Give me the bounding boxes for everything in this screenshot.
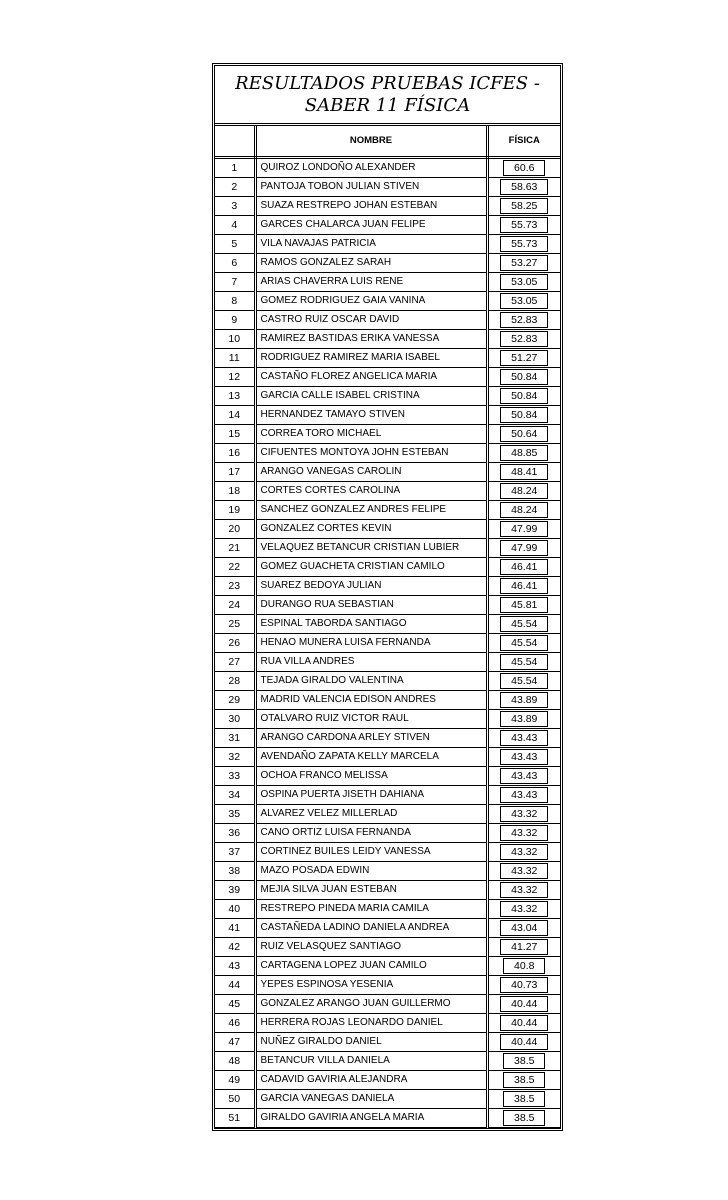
score-value: 50.84 <box>500 407 548 423</box>
table-row <box>215 937 560 956</box>
table-row <box>215 652 560 671</box>
score-value: 52.83 <box>500 312 548 328</box>
row-number: 28 <box>215 671 255 690</box>
table-row <box>215 519 560 538</box>
student-name: RUIZ VELASQUEZ SANTIAGO <box>255 937 487 956</box>
score-cell <box>487 576 560 595</box>
row-number: 11 <box>215 348 255 367</box>
student-name: OSPINA PUERTA JISETH DAHIANA <box>255 785 487 804</box>
row-number: 27 <box>215 652 255 671</box>
score-cell <box>487 481 560 500</box>
score-cell <box>487 291 560 310</box>
score-value: 43.32 <box>500 863 548 879</box>
row-number: 41 <box>215 918 255 937</box>
student-name: OCHOA FRANCO MELISSA <box>255 766 487 785</box>
score-cell <box>487 766 560 785</box>
student-name: HERRERA ROJAS LEONARDO DANIEL <box>255 1013 487 1032</box>
score-value: 38.5 <box>503 1091 545 1107</box>
score-value: 43.89 <box>500 692 548 708</box>
score-value: 43.32 <box>500 882 548 898</box>
table-row <box>215 1051 560 1070</box>
row-number: 45 <box>215 994 255 1013</box>
score-value: 53.27 <box>500 255 548 271</box>
student-name: CADAVID GAVIRIA ALEJANDRA <box>255 1070 487 1089</box>
table-row <box>215 956 560 975</box>
table-row <box>215 804 560 823</box>
table-row <box>215 633 560 652</box>
student-name: RODRIGUEZ RAMIREZ MARIA ISABEL <box>255 348 487 367</box>
sheet-title: RESULTADOS PRUEBAS ICFES - SABER 11 FÍSICA <box>215 66 560 126</box>
student-name: CORTES CORTES CAROLINA <box>255 481 487 500</box>
student-name: MAZO POSADA EDWIN <box>255 861 487 880</box>
score-value: 43.43 <box>500 749 548 765</box>
score-cell <box>487 500 560 519</box>
score-cell <box>487 405 560 424</box>
student-name: NUÑEZ GIRALDO DANIEL <box>255 1032 487 1051</box>
score-cell <box>487 367 560 386</box>
row-number: 48 <box>215 1051 255 1070</box>
student-name: AVENDAÑO ZAPATA KELLY MARCELA <box>255 747 487 766</box>
table-row <box>215 861 560 880</box>
table-row <box>215 500 560 519</box>
table-row <box>215 899 560 918</box>
table-row <box>215 785 560 804</box>
score-cell <box>487 177 560 196</box>
row-number: 22 <box>215 557 255 576</box>
score-value: 48.24 <box>500 483 548 499</box>
row-number: 31 <box>215 728 255 747</box>
row-number: 40 <box>215 899 255 918</box>
score-value: 46.41 <box>500 559 548 575</box>
table-row <box>215 462 560 481</box>
row-number: 8 <box>215 291 255 310</box>
row-number: 5 <box>215 234 255 253</box>
score-value: 47.99 <box>500 540 548 556</box>
table-row <box>215 329 560 348</box>
score-value: 53.05 <box>500 293 548 309</box>
table-row <box>215 975 560 994</box>
student-name: HENAO MUNERA LUISA FERNANDA <box>255 633 487 652</box>
row-number: 7 <box>215 272 255 291</box>
table-row <box>215 424 560 443</box>
score-cell <box>487 557 560 576</box>
student-name: VILA NAVAJAS PATRICIA <box>255 234 487 253</box>
score-value: 43.32 <box>500 825 548 841</box>
score-value: 48.85 <box>500 445 548 461</box>
student-name: CARTAGENA LOPEZ JUAN CAMILO <box>255 956 487 975</box>
student-name: CASTAÑO FLOREZ ANGELICA MARIA <box>255 367 487 386</box>
score-cell <box>487 1089 560 1108</box>
header-name: NOMBRE <box>255 126 487 157</box>
table-row <box>215 443 560 462</box>
score-value: 53.05 <box>500 274 548 290</box>
table-row <box>215 595 560 614</box>
table-row <box>215 1032 560 1051</box>
student-name: DURANGO RUA SEBASTIAN <box>255 595 487 614</box>
table-row <box>215 177 560 196</box>
table-row <box>215 481 560 500</box>
row-number: 16 <box>215 443 255 462</box>
score-cell <box>487 538 560 557</box>
student-name: GIRALDO GAVIRIA ANGELA MARIA <box>255 1108 487 1127</box>
score-cell <box>487 690 560 709</box>
score-value: 51.27 <box>500 350 548 366</box>
student-name: GARCIA CALLE ISABEL CRISTINA <box>255 386 487 405</box>
row-number: 39 <box>215 880 255 899</box>
score-value: 43.32 <box>500 844 548 860</box>
student-name: GONZALEZ CORTES KEVIN <box>255 519 487 538</box>
row-number: 50 <box>215 1089 255 1108</box>
score-value: 55.73 <box>500 217 548 233</box>
table-row <box>215 348 560 367</box>
table-row <box>215 157 560 177</box>
row-number: 26 <box>215 633 255 652</box>
table-row <box>215 196 560 215</box>
table-row <box>215 291 560 310</box>
student-name: RUA VILLA ANDRES <box>255 652 487 671</box>
score-cell <box>487 424 560 443</box>
student-name: GARCES CHALARCA JUAN FELIPE <box>255 215 487 234</box>
student-name: SUAZA RESTREPO JOHAN ESTEBAN <box>255 196 487 215</box>
score-cell <box>487 272 560 291</box>
score-value: 43.43 <box>500 787 548 803</box>
row-number: 9 <box>215 310 255 329</box>
row-number: 2 <box>215 177 255 196</box>
score-value: 40.44 <box>500 1034 548 1050</box>
row-number: 37 <box>215 842 255 861</box>
score-value: 43.32 <box>500 901 548 917</box>
score-cell <box>487 1013 560 1032</box>
score-cell <box>487 880 560 899</box>
row-number: 19 <box>215 500 255 519</box>
table-row <box>215 538 560 557</box>
score-cell <box>487 633 560 652</box>
header-value: FÍSICA <box>487 126 560 157</box>
score-cell <box>487 196 560 215</box>
score-cell <box>487 652 560 671</box>
row-number: 30 <box>215 709 255 728</box>
row-number: 44 <box>215 975 255 994</box>
score-cell <box>487 709 560 728</box>
score-value: 45.81 <box>500 597 548 613</box>
row-number: 6 <box>215 253 255 272</box>
score-cell <box>487 253 560 272</box>
student-name: YEPES ESPINOSA YESENIA <box>255 975 487 994</box>
score-cell <box>487 519 560 538</box>
score-value: 55.73 <box>500 236 548 252</box>
score-value: 48.24 <box>500 502 548 518</box>
score-value: 40.44 <box>500 1015 548 1031</box>
row-number: 46 <box>215 1013 255 1032</box>
table-row <box>215 576 560 595</box>
row-number: 3 <box>215 196 255 215</box>
score-value: 38.5 <box>503 1110 545 1126</box>
header-number <box>215 126 255 157</box>
score-cell <box>487 1108 560 1127</box>
student-name: QUIROZ LONDOÑO ALEXANDER <box>255 157 487 177</box>
score-value: 45.54 <box>500 635 548 651</box>
row-number: 4 <box>215 215 255 234</box>
score-value: 43.04 <box>500 920 548 936</box>
score-value: 58.63 <box>500 179 548 195</box>
score-cell <box>487 785 560 804</box>
row-number: 23 <box>215 576 255 595</box>
row-number: 35 <box>215 804 255 823</box>
row-number: 34 <box>215 785 255 804</box>
row-number: 13 <box>215 386 255 405</box>
table-row <box>215 842 560 861</box>
score-value: 40.73 <box>500 977 548 993</box>
score-value: 43.43 <box>500 730 548 746</box>
table-row <box>215 1089 560 1108</box>
student-name: CORTINEZ BUILES LEIDY VANESSA <box>255 842 487 861</box>
score-value: 43.89 <box>500 711 548 727</box>
student-name: SANCHEZ GONZALEZ ANDRES FELIPE <box>255 500 487 519</box>
student-name: SUAREZ BEDOYA JULIAN <box>255 576 487 595</box>
row-number: 10 <box>215 329 255 348</box>
row-number: 18 <box>215 481 255 500</box>
student-name: MEJIA SILVA JUAN ESTEBAN <box>255 880 487 899</box>
table-row <box>215 253 560 272</box>
table-row <box>215 671 560 690</box>
row-number: 43 <box>215 956 255 975</box>
score-cell <box>487 1051 560 1070</box>
row-number: 32 <box>215 747 255 766</box>
student-name: RAMOS GONZALEZ SARAH <box>255 253 487 272</box>
table-row <box>215 215 560 234</box>
score-cell <box>487 386 560 405</box>
score-cell <box>487 1032 560 1051</box>
results-sheet <box>212 63 563 1131</box>
table-row <box>215 405 560 424</box>
score-value: 47.99 <box>500 521 548 537</box>
student-name: PANTOJA TOBON JULIAN STIVEN <box>255 177 487 196</box>
score-value: 43.32 <box>500 806 548 822</box>
table-row <box>215 994 560 1013</box>
score-value: 48.41 <box>500 464 548 480</box>
table-row <box>215 310 560 329</box>
score-cell <box>487 994 560 1013</box>
row-number: 51 <box>215 1108 255 1127</box>
results-table <box>215 126 560 1128</box>
student-name: ALVAREZ VELEZ MILLERLAD <box>255 804 487 823</box>
score-cell <box>487 918 560 937</box>
student-name: TEJADA GIRALDO VALENTINA <box>255 671 487 690</box>
student-name: VELAQUEZ BETANCUR CRISTIAN LUBIER <box>255 538 487 557</box>
header-row <box>215 126 560 157</box>
table-row <box>215 823 560 842</box>
table-row <box>215 1013 560 1032</box>
score-value: 40.44 <box>500 996 548 1012</box>
row-number: 49 <box>215 1070 255 1089</box>
table-row <box>215 766 560 785</box>
score-cell <box>487 861 560 880</box>
score-cell <box>487 310 560 329</box>
table-row <box>215 709 560 728</box>
row-number: 15 <box>215 424 255 443</box>
student-name: CASTAÑEDA LADINO DANIELA ANDREA <box>255 918 487 937</box>
score-cell <box>487 671 560 690</box>
score-cell <box>487 157 560 177</box>
score-cell <box>487 234 560 253</box>
row-number: 42 <box>215 937 255 956</box>
student-name: CORREA TORO MICHAEL <box>255 424 487 443</box>
student-name: MADRID VALENCIA EDISON ANDRES <box>255 690 487 709</box>
student-name: ARANGO CARDONA ARLEY STIVEN <box>255 728 487 747</box>
score-cell <box>487 899 560 918</box>
table-row <box>215 367 560 386</box>
table-row <box>215 614 560 633</box>
table-row <box>215 747 560 766</box>
results-body <box>215 157 560 1127</box>
score-value: 58.25 <box>500 198 548 214</box>
student-name: OTALVARO RUIZ VICTOR RAUL <box>255 709 487 728</box>
table-row <box>215 690 560 709</box>
score-value: 45.54 <box>500 673 548 689</box>
student-name: HERNANDEZ TAMAYO STIVEN <box>255 405 487 424</box>
score-value: 43.43 <box>500 768 548 784</box>
score-cell <box>487 215 560 234</box>
score-cell <box>487 804 560 823</box>
score-cell <box>487 728 560 747</box>
score-cell <box>487 937 560 956</box>
score-cell <box>487 329 560 348</box>
score-cell <box>487 842 560 861</box>
score-cell <box>487 614 560 633</box>
table-row <box>215 918 560 937</box>
row-number: 17 <box>215 462 255 481</box>
row-number: 25 <box>215 614 255 633</box>
student-name: GONZALEZ ARANGO JUAN GUILLERMO <box>255 994 487 1013</box>
score-value: 38.5 <box>503 1072 545 1088</box>
score-value: 46.41 <box>500 578 548 594</box>
table-row <box>215 272 560 291</box>
table-row <box>215 728 560 747</box>
score-value: 50.84 <box>500 388 548 404</box>
score-value: 45.54 <box>500 616 548 632</box>
score-cell <box>487 443 560 462</box>
row-number: 33 <box>215 766 255 785</box>
row-number: 38 <box>215 861 255 880</box>
student-name: GOMEZ RODRIGUEZ GAIA VANINA <box>255 291 487 310</box>
table-row <box>215 386 560 405</box>
score-cell <box>487 823 560 842</box>
student-name: RAMIREZ BASTIDAS ERIKA VANESSA <box>255 329 487 348</box>
student-name: CIFUENTES MONTOYA JOHN ESTEBAN <box>255 443 487 462</box>
student-name: GARCIA VANEGAS DANIELA <box>255 1089 487 1108</box>
score-value: 40.8 <box>503 958 545 974</box>
student-name: GOMEZ GUACHETA CRISTIAN CAMILO <box>255 557 487 576</box>
student-name: ESPINAL TABORDA SANTIAGO <box>255 614 487 633</box>
score-cell <box>487 956 560 975</box>
table-row <box>215 234 560 253</box>
score-value: 41.27 <box>500 939 548 955</box>
score-value: 45.54 <box>500 654 548 670</box>
student-name: ARIAS CHAVERRA LUIS RENE <box>255 272 487 291</box>
row-number: 12 <box>215 367 255 386</box>
score-cell <box>487 975 560 994</box>
student-name: ARANGO VANEGAS CAROLIN <box>255 462 487 481</box>
score-value: 52.83 <box>500 331 548 347</box>
score-cell <box>487 462 560 481</box>
row-number: 14 <box>215 405 255 424</box>
student-name: CASTRO RUIZ OSCAR DAVID <box>255 310 487 329</box>
score-cell <box>487 595 560 614</box>
student-name: RESTREPO PINEDA MARIA CAMILA <box>255 899 487 918</box>
student-name: CANO ORTIZ LUISA FERNANDA <box>255 823 487 842</box>
score-cell <box>487 1070 560 1089</box>
table-row <box>215 1070 560 1089</box>
score-cell <box>487 348 560 367</box>
score-value: 50.84 <box>500 369 548 385</box>
score-value: 50.64 <box>500 426 548 442</box>
table-row <box>215 557 560 576</box>
row-number: 36 <box>215 823 255 842</box>
score-value: 38.5 <box>503 1053 545 1069</box>
row-number: 47 <box>215 1032 255 1051</box>
row-number: 21 <box>215 538 255 557</box>
student-name: BETANCUR VILLA DANIELA <box>255 1051 487 1070</box>
table-row <box>215 880 560 899</box>
row-number: 24 <box>215 595 255 614</box>
score-cell <box>487 747 560 766</box>
row-number: 1 <box>215 157 255 177</box>
score-value: 60.6 <box>503 160 545 176</box>
table-row <box>215 1108 560 1127</box>
row-number: 20 <box>215 519 255 538</box>
row-number: 29 <box>215 690 255 709</box>
